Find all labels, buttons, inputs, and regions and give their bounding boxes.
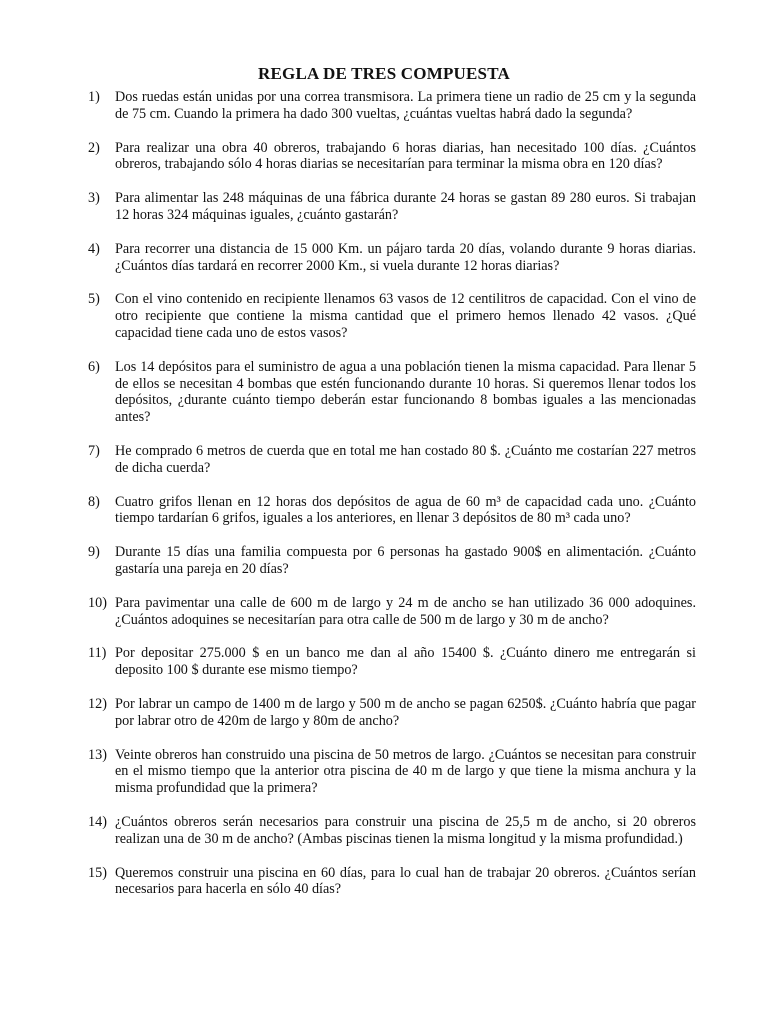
problem-number: 8) [88,493,100,510]
problem-item [88,696,696,730]
problem-number: 5) [88,291,100,308]
problem-number: 9) [88,544,100,561]
problem-text: Cuatro grifos llenan en 12 horas dos depósitos de agua de 60 m³ de capacidad cada uno. ¿Cuánto tiempo tardarían 6 grifos, iguales a los anteriores, en llenar 3 depósitos de 80 m³ cada uno? [115,493,696,527]
problem-text: Veinte obreros han construido una piscina de 50 metros de largo. ¿Cuántos se necesitan para construir en el mismo tiempo que la anterior otra piscina de 40 m de largo y que tiene la misma anchura y la misma profundidad que la primera? [115,746,696,797]
problem-item [88,89,696,123]
problem-item [88,140,696,174]
problem-item [88,291,696,341]
problem-text: He comprado 6 metros de cuerda que en total me han costado 80 $. ¿Cuánto me costarían 227 metros de dicha cuerda? [115,442,696,476]
problem-item [88,814,696,848]
document-title: REGLA DE TRES COMPUESTA [258,64,510,83]
problem-item [88,544,696,578]
problem-number: 2) [88,139,100,156]
problem-text: Con el vino contenido en recipiente llenamos 63 vasos de 12 centilitros de capacidad. Con el vino de otro recipiente que contiene la misma cantidad que el primero hemos llenado 42 vasos. ¿Qué capacidad tiene cada uno de estos vasos? [115,291,696,341]
problem-item [88,443,696,477]
problem-number: 10) [88,594,107,611]
problem-text: Queremos construir una piscina en 60 días, para lo cual han de trabajar 20 obreros. ¿Cuántos serían necesarios para hacerla en sólo 40 días? [115,864,696,898]
problem-text: Por depositar 275.000 $ en un banco me dan al año 15400 $. ¿Cuánto dinero me entregarán si deposito 100 $ durante ese mismo tiempo? [115,645,696,679]
problem-item [88,241,696,275]
problem-text: Los 14 depósitos para el suministro de agua a una población tienen la misma capacidad. Para llenar 5 de ellos se necesitan 4 bombas que estén funcionando durante 10 horas. Si queremos llenar todos los depósitos, ¿durante cuánto tiempo deberán estar funcionando 8 bombas iguales a las mencionadas antes? [115,358,696,426]
problem-item [88,645,696,679]
problem-text: Para recorrer una distancia de 15 000 Km. un pájaro tarda 20 días, volando durante 9 horas diarias. ¿Cuántos días tardará en recorrer 2000 Km., si vuela durante 12 horas diarias? [115,240,696,274]
problem-number: 14) [88,813,107,830]
problem-item [88,865,696,899]
problem-number: 13) [88,746,107,763]
problem-number: 6) [88,358,100,375]
problem-number: 7) [88,442,100,459]
problem-text: Para alimentar las 248 máquinas de una fábrica durante 24 horas se gastan 89 280 euros. Si trabajan 12 horas 324 máquinas iguales, ¿cuánto gastarán? [115,190,696,223]
problem-text: Por labrar un campo de 1400 m de largo y 500 m de ancho se pagan 6250$. ¿Cuánto habría que pagar por labrar otro de 420m de largo y 80m de ancho? [115,695,696,729]
problem-list [88,89,696,915]
problem-text: Para pavimentar una calle de 600 m de largo y 24 m de ancho se han utilizado 36 000 adoquines. ¿Cuántos adoquines se necesitarían para otra calle de 500 m de largo y 30 m de ancho? [115,594,696,628]
problem-text: Para realizar una obra 40 obreros, trabajando 6 horas diarias, han necesitado 100 días. ¿Cuántos obreros, trabajando sólo 4 horas diarias se necesitarían para terminar la misma obra en 120 días? [115,139,696,173]
problem-number: 12) [88,695,107,712]
problem-number: 11) [88,645,107,662]
problem-item [88,747,696,797]
problem-item [88,494,696,528]
problem-text: ¿Cuántos obreros serán necesarios para construir una piscina de 25,5 m de ancho, si 20 obreros realizan una de 30 m de ancho? (Ambas piscinas tienen la misma longitud y la misma profundidad.) [115,813,696,847]
problem-item [88,595,696,629]
problem-item [88,190,696,224]
problem-number: 4) [88,240,100,257]
problem-text: Dos ruedas están unidas por una correa transmisora. La primera tiene un radio de 25 cm y la segunda de 75 cm. Cuando la primera ha dado 300 vueltas, ¿cuántas vueltas habrá dado la segunda? [115,89,696,122]
problem-item [88,359,696,426]
problem-number: 3) [88,190,100,207]
problem-number: 1) [88,89,100,105]
problem-text: Durante 15 días una familia compuesta por 6 personas ha gastado 900$ en alimentación. ¿Cuánto gastaría una pareja en 20 días? [115,544,696,577]
problem-number: 15) [88,864,107,881]
